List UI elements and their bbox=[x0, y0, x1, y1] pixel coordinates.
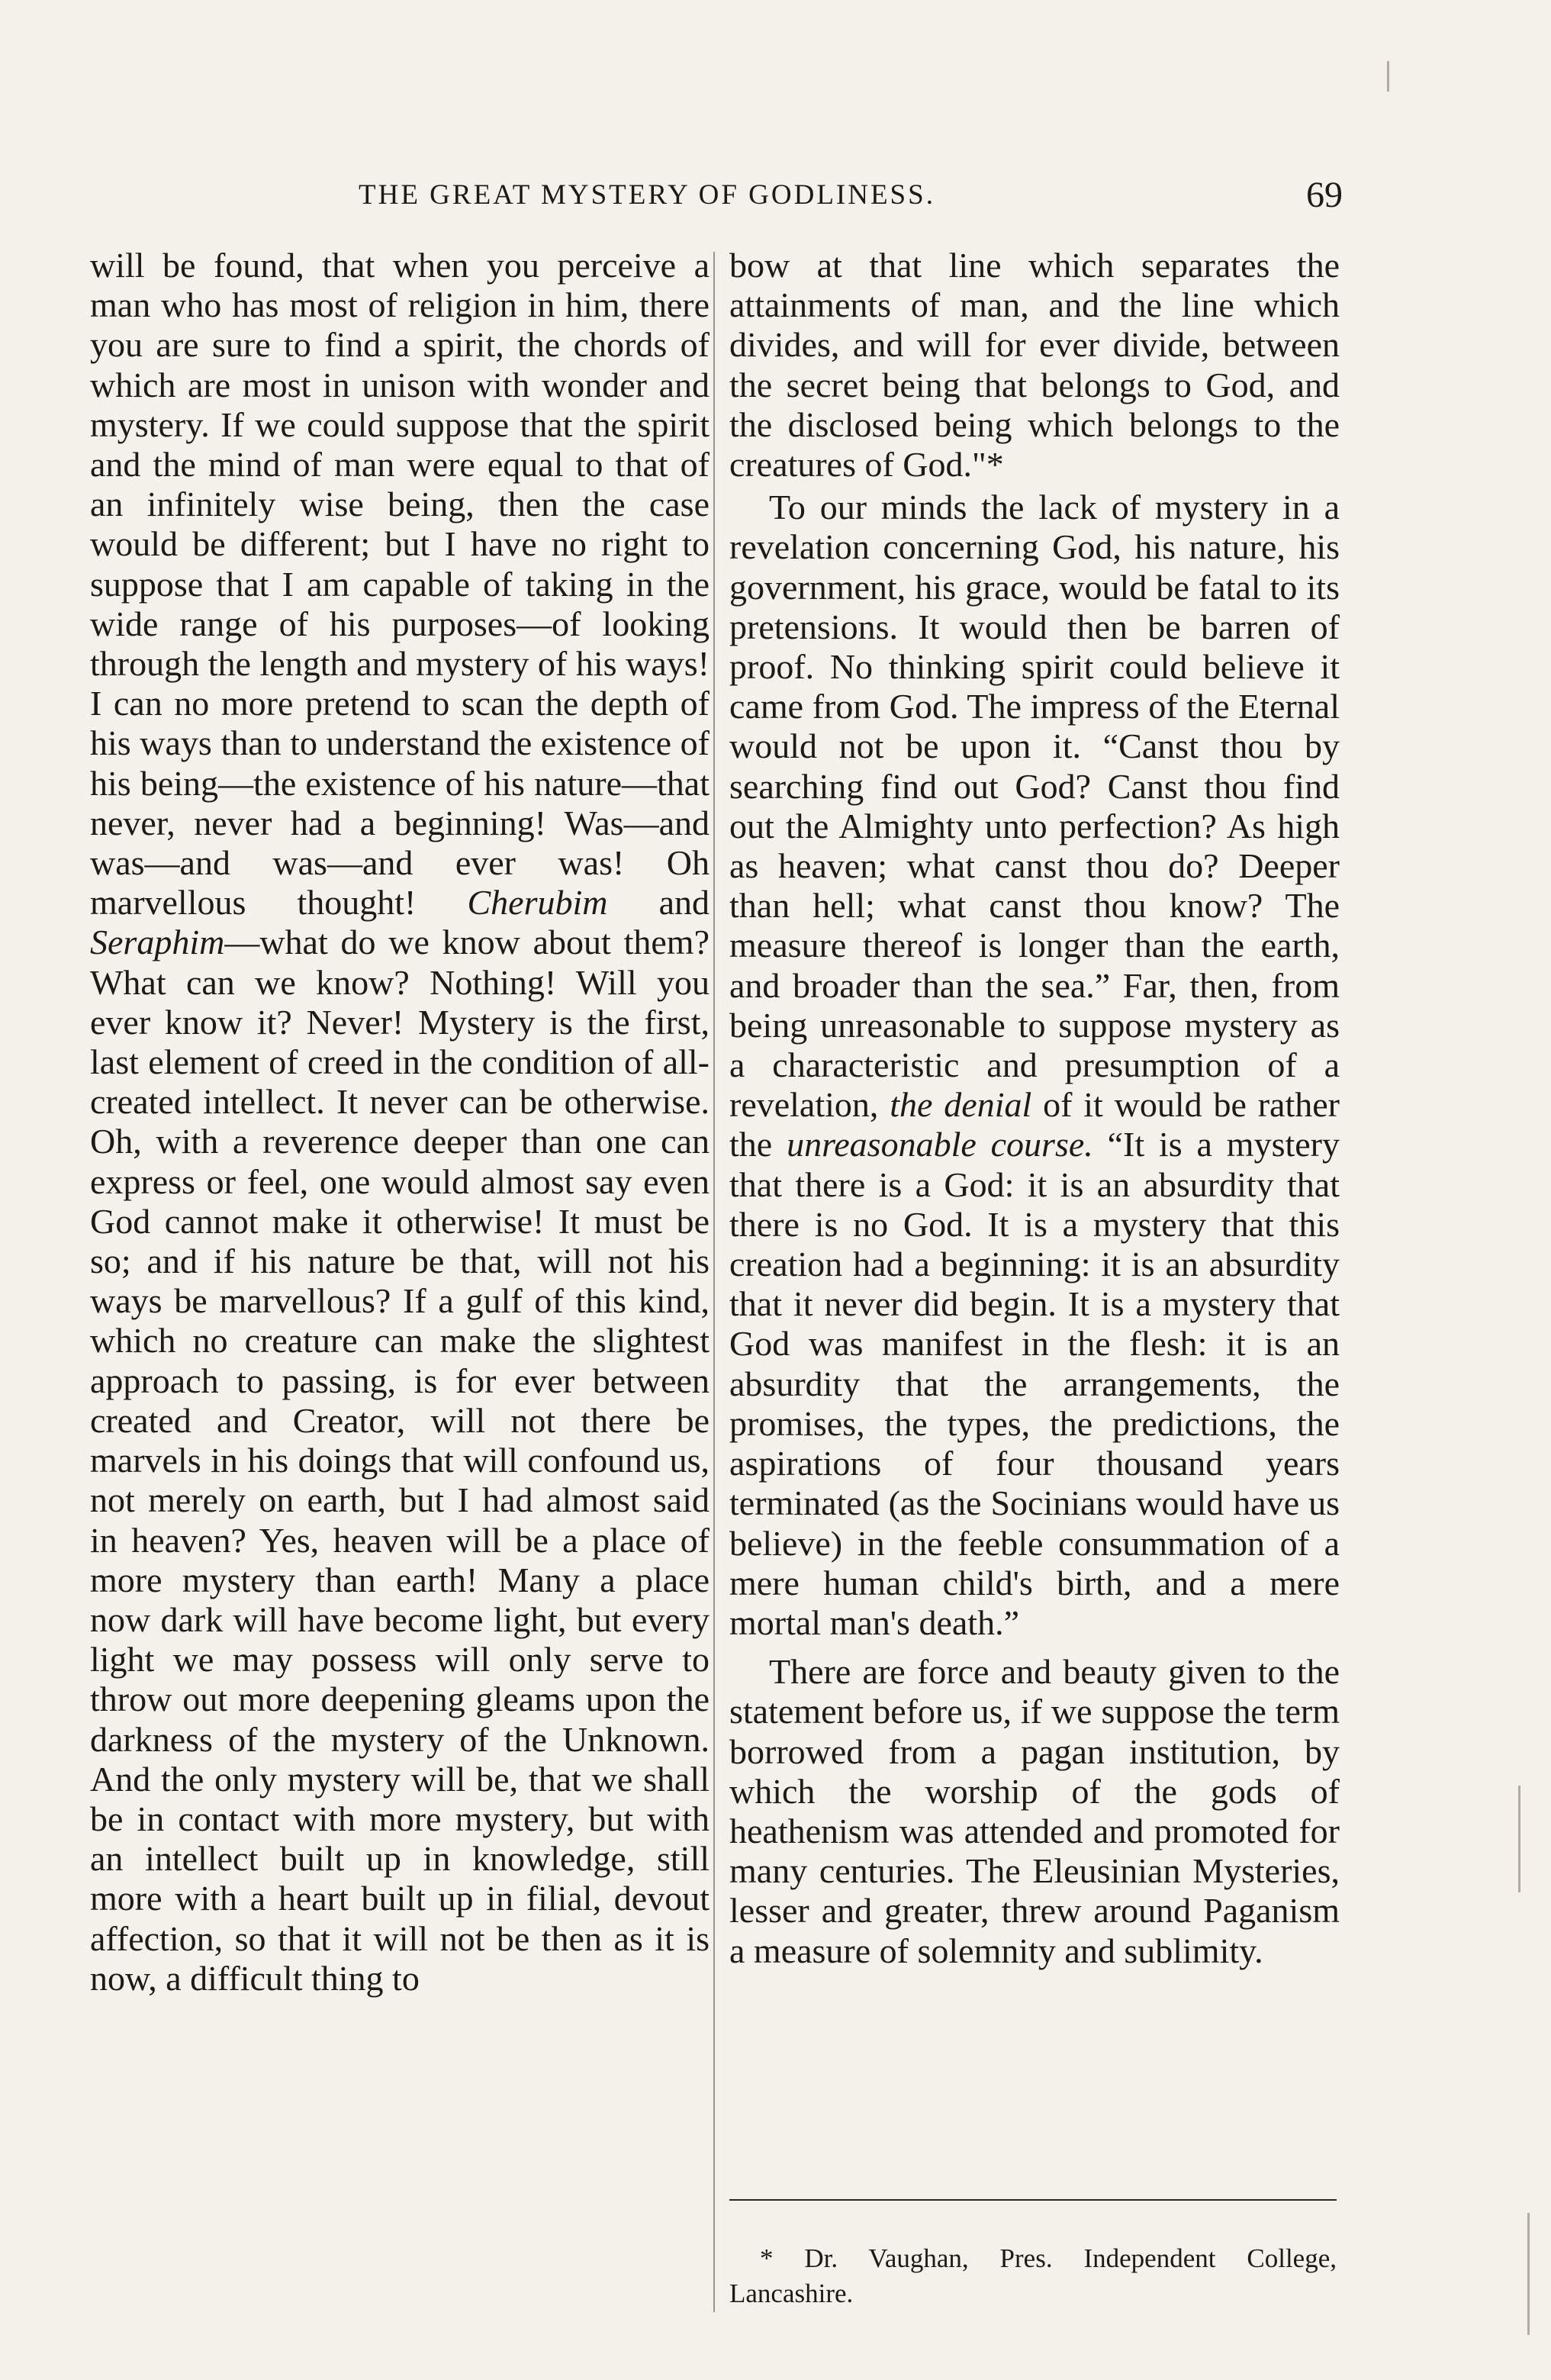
right-paragraph-2-text-c: “It is a mystery that there is a God: it is an absurdity that there is no God. It is a mystery that this creation had a beginning: it is an absurdity that it never did begin. It is a mystery that God was manifest in the flesh: it is an absurdity that the arrangements, the promises, the types, the predictions, the aspirations of four thousand years terminated (as the Socinians would have us believe) in the feeble consummation of a mere human child's birth, and a mere mortal man's death.” bbox=[729, 1125, 1340, 1642]
footnote-rule bbox=[729, 2199, 1337, 2201]
edge-speck bbox=[1387, 61, 1389, 92]
seraphim-italic: Seraphim bbox=[90, 923, 225, 962]
running-head bbox=[359, 174, 1343, 220]
right-column bbox=[729, 246, 1340, 1971]
right-paragraph-2 bbox=[729, 488, 1340, 1643]
cherubim-italic: Cherubim bbox=[467, 883, 608, 923]
page-number: 69 bbox=[1306, 175, 1343, 215]
unreasonable-course-italic: unreasonable course. bbox=[787, 1125, 1093, 1164]
edge-speck bbox=[1518, 1786, 1520, 1892]
left-paragraph-1 bbox=[90, 246, 710, 1998]
left-paragraph-1-text-b: —what do we know about them? What can we know? Nothing! Will you ever know it? Never! Mystery is the first, last element of creed in the condition of all-created intellect. It never can be otherwise. Oh, with a reverence deeper than one can express or feel, one would almost say even God cannot make it otherwise! It must be so; and if his nature be that, will not his ways be marvellous? If a gulf of this kind, which no creature can make the slightest approach to passing, is for ever between created and Creator, will not there be marvels in his doings that will confound us, not merely on earth, but I had almost said in heaven? Yes, heaven will be a place of more mystery than earth! Many a place now dark will have become light, but every light we may possess will only serve to throw out more deepening gleams upon the darkness of the mystery of the Unknown. And the only mystery will be, that we shall be in contact with more mystery, but with an intellect built up in knowledge, still more with a heart built up in filial, devout affection, so that it will not be then as it is now, a difficult thing to bbox=[90, 923, 710, 1998]
running-title: THE GREAT MYSTERY OF GODLINESS. bbox=[359, 179, 935, 211]
left-paragraph-1-text-a: will be found, that when you perceive a man who has most of religion in him, there you are sure to find a spirit, the chords of which are most in unison with wonder and mystery. If we could suppose that the spirit and the mind of man were equal to that of an infinitely wise being, then the case would be different; but I have no right to suppose that I am capable of taking in the wide range of his purposes—of looking through the length and mystery of his ways! I can no more pretend to scan the depth of his ways than to understand the existence of his being—the existence of his nature—that never, never had a beginning! Was—and was—and was—and ever was! Oh marvellous thought! bbox=[90, 246, 710, 923]
column-divider bbox=[713, 252, 715, 2312]
the-denial-italic: the denial bbox=[890, 1085, 1032, 1125]
edge-speck bbox=[1527, 2213, 1530, 2335]
right-paragraph-1: bow at that line which separates the attainments of man, and the line which divides, and will for ever divide, between the secret being that belongs to God, and the disclosed being which belongs to the creatures of God."* bbox=[729, 246, 1340, 485]
right-paragraph-2-text-a: To our minds the lack of mystery in a revelation concerning God, his nature, his government, his grace, would be fatal to its pretensions. It would then be barren of proof. No thinking spirit could believe it came from God. The impress of the Eternal would not be upon it. “Canst thou by searching find out God? Canst thou find out the Almighty unto perfection? As high as heaven; what canst thou do? Deeper than hell; what canst thou know? The measure thereof is longer than the earth, and broader than the sea.” Far, then, from being unreasonable to suppose mystery as a characteristic and presumption of a revelation, bbox=[729, 488, 1340, 1125]
right-paragraph-2-text-b: of it would be rather the bbox=[729, 1085, 1340, 1164]
right-paragraph-3: There are force and beauty given to the statement before us, if we suppose the term borrowed from a pagan institution, by which the worship of the gods of heathenism was attended and promoted for many centuries. The Eleusinian Mysteries, lesser and greater, threw around Paganism a measure of solemnity and sublimity. bbox=[729, 1652, 1340, 1970]
footnote: * Dr. Vaughan, Pres. Independent College, Lancashire. bbox=[729, 2243, 1337, 2308]
and-text: and bbox=[607, 883, 710, 923]
left-column bbox=[90, 246, 710, 1998]
